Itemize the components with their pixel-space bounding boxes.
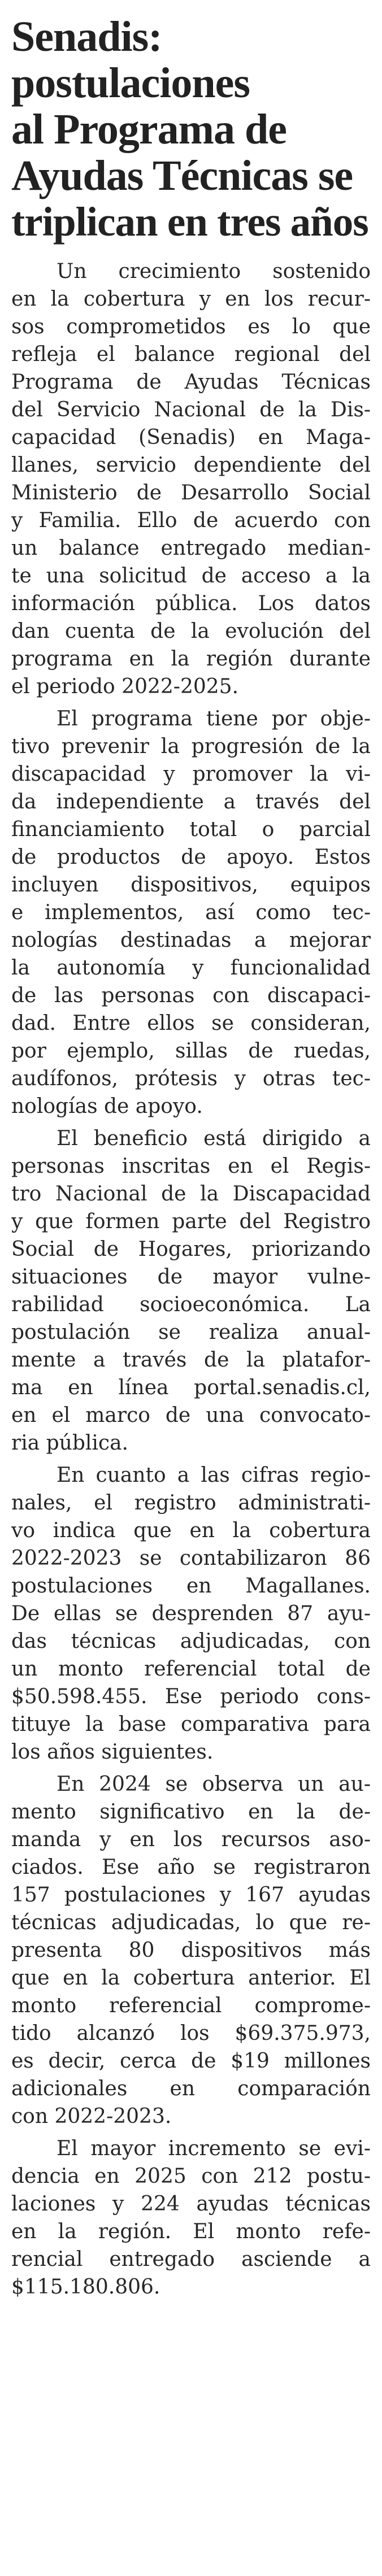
paragraph-line: por ejemplo, sillas de ruedas, (11, 1039, 371, 1063)
paragraph-line: programa en la región durante (11, 647, 371, 671)
paragraph-line: Social de Hogares, priorizando (11, 1238, 371, 1261)
paragraph-line: es decir, cerca de $19 millones (11, 2050, 371, 2073)
paragraph-line: monto referencial comprome- (11, 1994, 371, 2017)
paragraph-line: mento significativo en la de- (11, 1800, 371, 1824)
article-paragraph (11, 1125, 371, 1457)
paragraph-line: tido alcanzó los $69.375.973, (11, 2022, 371, 2045)
paragraph-line: en la región. El monto refe- (11, 2220, 371, 2243)
paragraph-line: 157 postulaciones y 167 ayudas (11, 1883, 371, 1907)
paragraph-line: postulación se realiza anual- (11, 1321, 371, 1344)
paragraph-line: das técnicas adjudicadas, con (11, 1630, 371, 1653)
paragraph-line: audífonos, prótesis y otras tec- (11, 1067, 371, 1090)
newspaper-clipping (11, 14, 371, 2305)
paragraph-line: del Servicio Nacional de la Dis- (11, 398, 371, 421)
paragraph-line: incluyen dispositivos, equipos (11, 873, 371, 897)
paragraph-line: sos comprometidos es lo que (11, 315, 371, 338)
headline-line: Senadis: (11, 13, 162, 60)
paragraph-line: dad. Entre ellos se consideran, (11, 1012, 371, 1035)
paragraph-line: financiamiento total o parcial (11, 818, 371, 841)
paragraph-line: laciones y 224 ayudas técnicas (11, 2192, 371, 2216)
paragraph-line: El mayor incremento se evi- (57, 2137, 371, 2160)
paragraph-line: y Familia. Ello de acuerdo con (11, 509, 371, 532)
paragraph-line: El programa tiene por obje- (57, 707, 371, 730)
paragraph-line: da independiente a través del (11, 790, 371, 813)
paragraph-line: los años siguientes. (11, 1740, 214, 1764)
paragraph-line: llanes, servicio dependiente del (11, 454, 371, 477)
paragraph-line: tro Nacional de la Discapacidad (11, 1182, 371, 1206)
paragraph-line: $50.598.455. Ese periodo cons- (11, 1685, 371, 1708)
paragraph-line: dan cuenta de la evolución del (11, 620, 371, 643)
paragraph-line: la autonomía y funcionalidad (11, 956, 371, 980)
paragraph-line: postulaciones en Magallanes. (11, 1574, 371, 1598)
paragraph-line: Un crecimiento sostenido (57, 260, 371, 283)
paragraph-line: Programa de Ayudas Técnicas (11, 371, 371, 394)
paragraph-line: mente a través de la platafor- (11, 1348, 371, 1372)
article-paragraph (11, 705, 371, 1120)
article-paragraph (11, 2135, 371, 2301)
paragraph-line: De ellas se desprenden 87 ayu- (11, 1602, 371, 1625)
paragraph-line: discapacidad y promover la vi- (11, 763, 371, 786)
paragraph-line: adicionales en comparación (11, 2077, 371, 2100)
paragraph-line: ma en línea portal.senadis.cl, (11, 1376, 371, 1399)
paragraph-line: e implementos, así como tec- (11, 901, 371, 924)
paragraph-line: El beneficio está dirigido a (57, 1127, 371, 1150)
paragraph-line: Ministerio de Desarrollo Social (11, 481, 371, 504)
headline-line: Ayudas Técnicas se (11, 152, 353, 199)
paragraph-line: capacidad (Senadis) en Maga- (11, 426, 371, 449)
paragraph-line: rencial entregado asciende a (11, 2248, 371, 2271)
article-body (11, 258, 371, 2301)
paragraph-line: el periodo 2022-2025. (11, 675, 239, 698)
article-paragraph (11, 258, 371, 700)
paragraph-line: en el marco de una convocato- (11, 1404, 371, 1427)
paragraph-line: de las personas con discapaci- (11, 984, 371, 1007)
paragraph-line: de productos de apoyo. Estos (11, 846, 371, 869)
paragraph-line: información pública. Los datos (11, 592, 371, 615)
paragraph-line: un monto referencial total de (11, 1657, 371, 1681)
paragraph-line: dencia en 2025 con 212 postu- (11, 2165, 371, 2188)
paragraph-line: te una solicitud de acceso a la (11, 564, 371, 588)
headline-line: triplican en tres años (11, 199, 368, 245)
paragraph-line: nologías destinadas a mejorar (11, 929, 371, 952)
paragraph-line: manda y en los recursos aso- (11, 1828, 371, 1851)
paragraph-line: nales, el registro administrati- (11, 1491, 371, 1515)
paragraph-line: personas inscritas en el Regis- (11, 1155, 371, 1178)
paragraph-line: un balance entregado median- (11, 537, 371, 560)
headline-line: postulaciones (11, 59, 250, 107)
paragraph-line: rabilidad socioeconómica. La (11, 1293, 371, 1316)
paragraph-line: nologías de apoyo. (11, 1095, 203, 1118)
article-paragraph (11, 1461, 371, 1766)
paragraph-line: situaciones de mayor vulne- (11, 1265, 371, 1289)
paragraph-line: En cuanto a las cifras regio- (57, 1464, 371, 1487)
paragraph-line: En 2024 se observa un au- (57, 1773, 371, 1796)
article-headline (11, 14, 371, 245)
paragraph-line: tituye la base comparativa para (11, 1713, 371, 1736)
paragraph-line: presenta 80 dispositivos más (11, 1939, 371, 1962)
article-paragraph (11, 1770, 371, 2130)
paragraph-line: ciados. Ese año se registraron (11, 1856, 371, 1879)
paragraph-line: en la cobertura y en los recur- (11, 288, 371, 311)
headline-line: al Programa de (11, 106, 286, 153)
paragraph-line: técnicas adjudicadas, lo que re- (11, 1911, 371, 1934)
paragraph-line: 2022-2023 se contabilizaron 86 (11, 1547, 371, 1570)
paragraph-line: que en la cobertura anterior. El (11, 1966, 371, 1990)
paragraph-line: tivo prevenir la progresión de la (11, 735, 371, 758)
paragraph-line: $115.180.806. (11, 2275, 160, 2299)
paragraph-line: ria pública. (11, 1431, 128, 1455)
paragraph-line: refleja el balance regional del (11, 343, 371, 366)
paragraph-line: con 2022-2023. (11, 2105, 172, 2128)
paragraph-line: vo indica que en la cobertura (11, 1519, 371, 1542)
paragraph-line: y que formen parte del Registro (11, 1210, 371, 1233)
